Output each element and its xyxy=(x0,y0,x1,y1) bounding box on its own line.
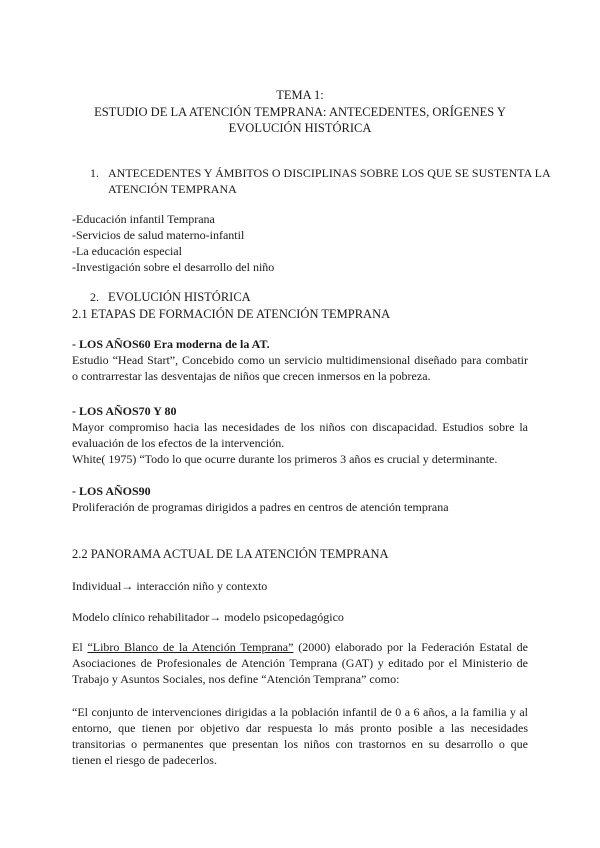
libro-blanco-paragraph xyxy=(72,639,528,687)
title-line-2: ESTUDIO DE LA ATENCIÓN TEMPRANA: ANTECEDENTES, ORÍGENES Y xyxy=(94,105,506,119)
section-2-heading: EVOLUCIÓN HISTÓRICA xyxy=(108,290,251,304)
section-1-heading-line-2: ATENCIÓN TEMPRANA xyxy=(108,182,237,196)
section-1-number: 1. xyxy=(90,166,99,180)
paragraph-line: Asociaciones de Profesionales de Atención Temprana (GAT) y editado por el Ministerio de xyxy=(72,656,528,670)
definition-quote xyxy=(72,704,528,768)
title-line-3: EVOLUCIÓN HISTÓRICA xyxy=(228,121,372,135)
era-70-80-heading: - LOS AÑOS70 Y 80 xyxy=(72,404,177,418)
era-60-paragraph xyxy=(72,352,528,384)
subsection-2-2-heading: 2.2 PANORAMA ACTUAL DE LA ATENCIÓN TEMPRANA xyxy=(72,547,389,561)
paragraph-line: tienen el riesgo de padecerlos. xyxy=(72,753,217,767)
paragraph-line: Mayor compromiso hacia las necesidades de los niños con discapacidad. Estudios sobre la xyxy=(72,420,528,434)
list-item: -Investigación sobre el desarrollo del niño xyxy=(72,260,275,274)
paragraph-line: White( 1975) “Todo lo que ocurre durante los primeros 3 años es crucial y determinante. xyxy=(72,452,498,466)
paragraph-line xyxy=(72,639,528,655)
libro-line-1-rest: (2000) elaborado por la Federación Estatal de xyxy=(293,640,529,654)
paragraph-line: Estudio “Head Start”, Concebido como un servicio multidimensional diseñado para combatir xyxy=(72,353,528,367)
era-70-80-paragraph xyxy=(72,419,528,467)
paragraph-line: entorno, que tienen por objetivo dar respuesta lo más pronto posible a las necesidades xyxy=(72,721,528,735)
section-1-heading-line-1: ANTECEDENTES Y ÁMBITOS O DISCIPLINAS SOBRE LOS QUE SE SUSTENTA LA xyxy=(108,166,551,180)
modelo-line: Modelo clínico rehabilitador→ modelo psicopedagógico xyxy=(72,610,344,624)
section-2-number: 2. xyxy=(90,290,99,304)
era-60-heading: - LOS AÑOS60 Era moderna de la AT. xyxy=(72,337,270,351)
paragraph-line: Trabajo y Asuntos Sociales, nos define “Atención Temprana” como: xyxy=(72,672,400,686)
paragraph-line: o contrarrestar las desventajas de niños que crecen inmersos en la pobreza. xyxy=(72,369,431,383)
libro-blanco-link[interactable]: “Libro Blanco de la Atención Temprana” xyxy=(87,640,294,654)
paragraph-line: “El conjunto de intervenciones dirigidas a la población infantil de 0 a 6 años, a la familia y al xyxy=(72,705,528,719)
era-90-paragraph: Proliferación de programas dirigidos a padres en centros de atención temprana xyxy=(72,500,449,514)
era-90-heading: - LOS AÑOS90 xyxy=(72,484,151,498)
libro-prefix: El xyxy=(72,640,88,654)
paragraph-line: transitorias o permanentes que presentan los niños con trastornos en su desarrollo o que xyxy=(72,737,528,751)
subsection-2-1-heading: 2.1 ETAPAS DE FORMACIÓN DE ATENCIÓN TEMPRANA xyxy=(72,307,391,321)
paragraph-line: evaluación de los efectos de la intervención. xyxy=(72,436,285,450)
individual-line: Individual→ interacción niño y contexto xyxy=(72,579,268,593)
title-line-1: TEMA 1: xyxy=(276,88,324,102)
list-item: -La educación especial xyxy=(72,244,182,258)
list-item: -Educación infantil Temprana xyxy=(72,212,215,226)
list-item: -Servicios de salud materno-infantil xyxy=(72,228,245,242)
